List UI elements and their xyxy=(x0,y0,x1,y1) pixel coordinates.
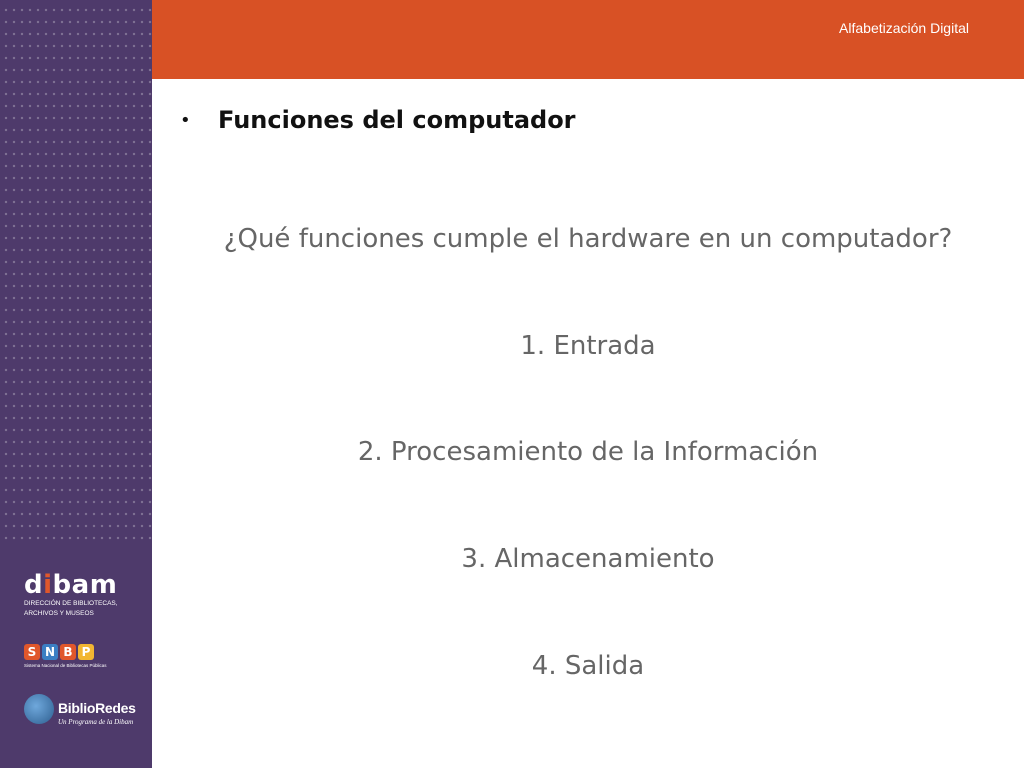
dibam-subtitle-1: DIRECCIÓN DE BIBLIOTECAS, xyxy=(24,600,118,607)
snbp-letter: B xyxy=(60,644,76,660)
biblioredes-name: BiblioRedes xyxy=(58,700,136,716)
slide-question: ¿Qué funciones cumple el hardware en un computador? xyxy=(223,224,953,254)
list-item: 1. Entrada xyxy=(520,331,656,361)
bullet-icon: • xyxy=(180,109,191,131)
snbp-logo xyxy=(24,644,107,668)
dibam-name: dibam xyxy=(24,570,118,600)
dibam-subtitle-2: ARCHIVOS Y MUSEOS xyxy=(24,610,94,617)
list-item: 4. Salida xyxy=(531,651,645,681)
header-bar xyxy=(152,0,1024,79)
snbp-letter: P xyxy=(78,644,94,660)
dibam-logo xyxy=(24,572,118,618)
list-item: 2. Procesamiento de la Información xyxy=(357,437,819,467)
snbp-letter: S xyxy=(24,644,40,660)
biblioredes-tagline: Un Programa de la Dibam xyxy=(58,718,134,726)
slide-heading xyxy=(180,106,576,134)
book-globe-icon xyxy=(24,694,54,724)
header-title: Alfabetización Digital xyxy=(839,20,969,36)
snbp-letter: N xyxy=(42,644,58,660)
slide-heading-text: Funciones del computador xyxy=(218,106,576,134)
snbp-subtitle: Sistema Nacional de Bibliotecas Públicas xyxy=(24,663,107,668)
list-item: 3. Almacenamiento xyxy=(461,544,715,574)
biblioredes-logo xyxy=(24,694,136,726)
